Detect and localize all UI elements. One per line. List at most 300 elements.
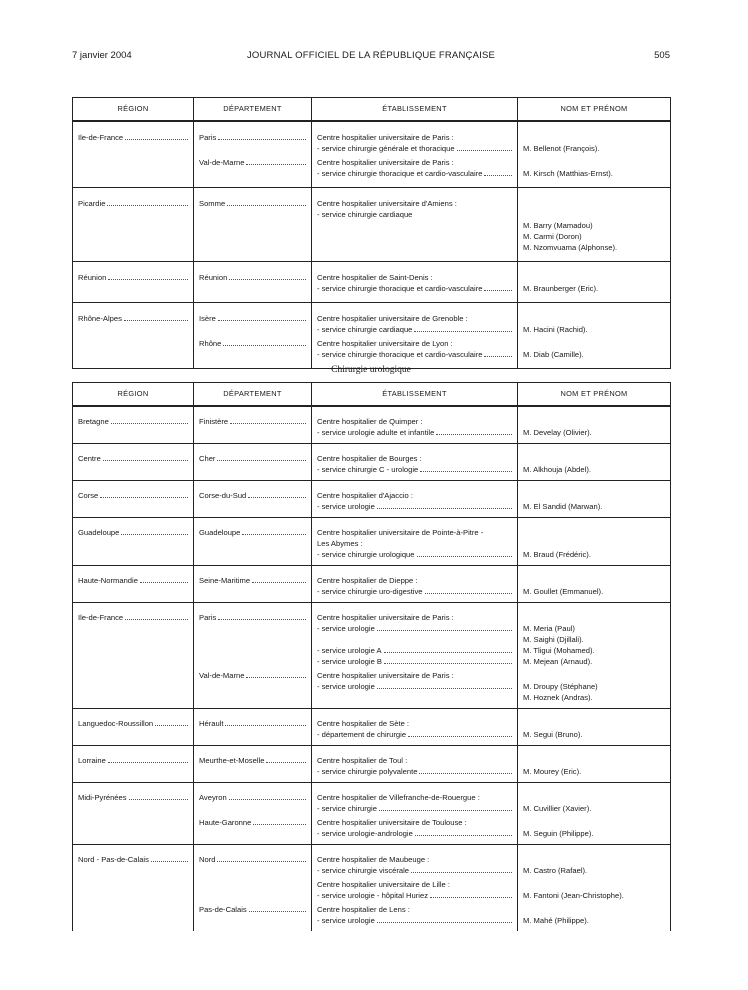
table-row (73, 602, 671, 667)
dot-leader (415, 835, 512, 836)
table-chirurgie-thoracique (72, 97, 671, 369)
table-row (73, 782, 671, 814)
etablissement-line (317, 143, 512, 154)
nom-line (523, 453, 665, 464)
nom-line: M. Fantoni (Jean-Christophe). (523, 890, 624, 900)
etablissement-line: Centre hospitalier de Dieppe : (317, 575, 418, 585)
departement-name (199, 272, 306, 283)
etablissement-line: Centre hospitalier universitaire de Toulouse : (317, 817, 467, 827)
etablissement-line-text: - service urologie A (317, 645, 382, 655)
etablissement-line: Centre hospitalier universitaire d'Amiens : (317, 198, 457, 208)
departement-name-text: Hérault (199, 718, 224, 728)
region-name (78, 272, 188, 283)
departement-name-text: Paris (199, 612, 217, 622)
etablissement-line (317, 828, 512, 839)
nom-line: M. Carmi (Doron) (523, 231, 582, 241)
departement-name-text: Val-de-Marne (199, 670, 245, 680)
dot-leader (436, 434, 512, 435)
nom-line (523, 670, 665, 681)
nom-line: M. Barry (Mamadou) (523, 220, 593, 230)
region-name-text: Picardie (78, 198, 106, 208)
etablissement-line (317, 645, 512, 656)
table-row (73, 844, 671, 876)
region-name (78, 453, 188, 464)
etablissement-line (317, 890, 512, 901)
region-cell (73, 876, 194, 901)
departement-cell (194, 708, 312, 745)
dot-leader (129, 799, 188, 800)
dot-leader (111, 423, 188, 424)
etablissement-line-text: - service chirurgie uro-digestive (317, 586, 423, 596)
dot-leader (484, 175, 512, 176)
region-cell (73, 480, 194, 517)
etablissement-line: Centre hospitalier de Maubeuge : (317, 854, 430, 864)
etablissement-line (317, 324, 512, 335)
region-cell (73, 565, 194, 602)
region-name (78, 792, 188, 803)
etablissement-line (317, 729, 512, 740)
departement-name-text: Meurthe-et-Moselle (199, 755, 265, 765)
etablissement-line: Centre hospitalier universitaire de Lille : (317, 879, 450, 889)
col-header-etablissement: ÉTABLISSEMENT (312, 98, 518, 121)
etablissement-line (317, 168, 512, 179)
col-header-departement: DÉPARTEMENT (194, 383, 312, 406)
dot-leader (248, 497, 306, 498)
etablissement-line (317, 549, 512, 560)
nom-line (523, 490, 665, 501)
dot-leader (108, 762, 188, 763)
nom-cell (518, 517, 671, 565)
nom-cell (518, 667, 671, 709)
region-name (78, 612, 188, 623)
nom-cell (518, 565, 671, 602)
etablissement-line: Centre hospitalier universitaire de Paris : (317, 670, 454, 680)
dot-leader (484, 356, 512, 357)
etablissement-line: Centre hospitalier universitaire de Pointe-à-Pitre - (317, 527, 484, 537)
dot-leader (414, 331, 512, 332)
nom-cell (518, 876, 671, 901)
nom-line: M. Bellenot (François). (523, 143, 600, 153)
departement-name-text: Finistère (199, 416, 229, 426)
nom-line: M. Develay (Olivier). (523, 427, 592, 437)
dot-leader (411, 872, 512, 873)
col-header-departement: DÉPARTEMENT (194, 98, 312, 121)
region-name-text: Lorraine (78, 755, 106, 765)
dot-leader (227, 205, 306, 206)
region-name-text: Rhône-Alpes (78, 313, 122, 323)
nom-cell (518, 480, 671, 517)
table-header-row (73, 98, 671, 121)
departement-name (199, 792, 306, 803)
dot-leader (249, 911, 306, 912)
etablissement-line-text: - service chirurgie polyvalente (317, 766, 418, 776)
table-row (73, 565, 671, 602)
etablissement-line (317, 427, 512, 438)
region-name (78, 490, 188, 501)
etablissement-line (317, 231, 512, 242)
etablissement-line: Centre hospitalier de Bourges : (317, 453, 422, 463)
table-row (73, 814, 671, 845)
dot-leader (484, 290, 512, 291)
nom-line: M. Braunberger (Eric). (523, 283, 599, 293)
dot-leader (124, 320, 188, 321)
nom-line (523, 272, 665, 283)
table-row (73, 443, 671, 480)
nom-line: M. Saighi (Djillali). (523, 634, 584, 644)
departement-name-text: Pas-de-Calais (199, 904, 247, 914)
region-name-text: Midi-Pyrénées (78, 792, 127, 802)
etablissement-line-text: - service urologie adulte et infantile (317, 427, 435, 437)
page-header (72, 50, 670, 64)
departement-name-text: Somme (199, 198, 226, 208)
departement-cell (194, 602, 312, 667)
departement-cell (194, 667, 312, 709)
nom-cell (518, 443, 671, 480)
table-row (73, 901, 671, 931)
dot-leader (151, 861, 188, 862)
table-row (73, 406, 671, 444)
etablissement-line-text: - service urologie (317, 681, 375, 691)
etablissement-line (317, 464, 512, 475)
region-cell (73, 844, 194, 876)
region-name (78, 198, 188, 209)
nom-line: M. Alkhouja (Abdel). (523, 464, 591, 474)
nom-line (523, 338, 665, 349)
nom-cell (518, 154, 671, 188)
dot-leader (155, 725, 188, 726)
departement-cell (194, 814, 312, 845)
dot-leader (225, 725, 306, 726)
header-date: 7 janvier 2004 (72, 50, 132, 61)
departement-name-text: Cher (199, 453, 216, 463)
etablissement-cell (312, 708, 518, 745)
nom-line (523, 904, 665, 915)
region-cell (73, 443, 194, 480)
departement-cell (194, 121, 312, 154)
nom-line: M. Nzomvuama (Alphonse). (523, 242, 618, 252)
dot-leader (377, 688, 512, 689)
departement-name-text: Haute-Garonne (199, 817, 252, 827)
etablissement-cell (312, 517, 518, 565)
departement-name (199, 132, 306, 143)
region-name (78, 575, 188, 586)
nom-line (523, 313, 665, 324)
etablissement-line-text: - service urologie-andrologie (317, 828, 413, 838)
etablissement-cell (312, 121, 518, 154)
region-name (78, 718, 188, 729)
departement-cell (194, 745, 312, 782)
dot-leader (379, 810, 512, 811)
departement-name-text: Nord (199, 854, 216, 864)
etablissement-line-text: - service urologie (317, 501, 375, 511)
etablissement-line (317, 915, 512, 926)
etablissement-line-text: - service chirurgie générale et thoracique (317, 143, 455, 153)
region-name-text: Languedoc-Roussillon (78, 718, 154, 728)
table-row (73, 667, 671, 709)
table-row (73, 517, 671, 565)
etablissement-line: Centre hospitalier de Villefranche-de-Rouergue : (317, 792, 480, 802)
nom-cell (518, 406, 671, 444)
etablissement-line (317, 865, 512, 876)
etablissement-line-text: - service urologie B (317, 656, 382, 666)
etablissement-line: - service chirurgie cardiaque (317, 209, 413, 219)
nom-line (523, 416, 665, 427)
departement-name-text: Isère (199, 313, 216, 323)
etablissement-cell (312, 844, 518, 876)
departement-name (199, 575, 306, 586)
dot-leader (377, 630, 512, 631)
nom-line: M. Meria (Paul) (523, 623, 575, 633)
departement-name (199, 670, 306, 681)
region-cell (73, 814, 194, 845)
dot-leader (140, 582, 188, 583)
dot-leader (218, 619, 306, 620)
etablissement-line (317, 283, 512, 294)
table-row (73, 302, 671, 335)
etablissement-line-text: - service chirurgie thoracique et cardio-vasculaire (317, 349, 483, 359)
departement-cell (194, 302, 312, 335)
nom-line (523, 132, 665, 143)
region-name-text: Bretagne (78, 416, 109, 426)
etablissement-line (317, 766, 512, 777)
etablissement-line (317, 681, 512, 692)
etablissement-line-text: - service chirurgie urologique (317, 549, 415, 559)
etablissement-cell (312, 602, 518, 667)
col-header-etablissement: ÉTABLISSEMENT (312, 383, 518, 406)
nom-line (523, 879, 665, 890)
nom-line (523, 718, 665, 729)
nom-line: M. Cuvillier (Xavier). (523, 803, 592, 813)
nom-line (523, 209, 665, 220)
table-chirurgie-urologique (72, 382, 671, 931)
etablissement-line: Centre hospitalier universitaire de Paris : (317, 132, 454, 142)
dot-leader (430, 897, 512, 898)
etablissement-line-text: - service chirurgie viscérale (317, 865, 409, 875)
departement-cell (194, 517, 312, 565)
nom-line (523, 817, 665, 828)
nom-line: M. Hoznek (Andras). (523, 692, 593, 702)
etablissement-line: Centre hospitalier universitaire de Grenoble : (317, 313, 468, 323)
dot-leader (266, 762, 306, 763)
etablissement-line (317, 586, 512, 597)
region-cell (73, 745, 194, 782)
dot-leader (217, 460, 306, 461)
region-name-text: Réunion (78, 272, 107, 282)
dot-leader (252, 582, 306, 583)
table-row (73, 121, 671, 154)
etablissement-line: Centre hospitalier universitaire de Lyon : (317, 338, 453, 348)
etablissement-line: Centre hospitalier universitaire de Paris : (317, 157, 454, 167)
etablissement-cell (312, 443, 518, 480)
departement-name-text: Corse-du-Sud (199, 490, 247, 500)
dot-leader (408, 736, 512, 737)
etablissement-line (317, 803, 512, 814)
page-number: 505 (654, 50, 670, 61)
region-name (78, 854, 188, 865)
nom-cell (518, 782, 671, 814)
table-row (73, 187, 671, 261)
etablissement-line (317, 242, 512, 253)
region-name-text: Guadeloupe (78, 527, 120, 537)
etablissement-cell (312, 745, 518, 782)
region-cell (73, 302, 194, 335)
region-cell (73, 154, 194, 188)
etablissement-cell (312, 302, 518, 335)
table-row (73, 708, 671, 745)
departement-name (199, 453, 306, 464)
region-name (78, 416, 188, 427)
departement-cell (194, 565, 312, 602)
nom-line (523, 755, 665, 766)
table-row (73, 480, 671, 517)
section-caption: Chirurgie urologique (331, 365, 411, 375)
dot-leader (417, 556, 513, 557)
nom-cell (518, 335, 671, 369)
etablissement-line: Centre hospitalier d'Ajaccio : (317, 490, 413, 500)
region-name-text: Haute-Normandie (78, 575, 138, 585)
etablissement-line-text: - service chirurgie thoracique et cardio-vasculaire (317, 168, 483, 178)
dot-leader (218, 320, 306, 321)
dot-leader (377, 922, 512, 923)
nom-line (523, 527, 665, 538)
departement-name (199, 854, 306, 865)
departement-name-text: Réunion (199, 272, 228, 282)
col-header-nom: NOM ET PRÉNOM (518, 383, 671, 406)
etablissement-line-text: - service chirurgie (317, 803, 377, 813)
departement-name (199, 490, 306, 501)
dot-leader (384, 663, 512, 664)
region-cell (73, 121, 194, 154)
region-name-text: Ile-de-France (78, 612, 124, 622)
nom-line: M. Mejean (Arnaud). (523, 656, 593, 666)
dot-leader (103, 460, 188, 461)
table-row (73, 745, 671, 782)
nom-line (523, 854, 665, 865)
dot-leader (419, 773, 512, 774)
dot-leader (229, 799, 306, 800)
nom-cell (518, 814, 671, 845)
nom-cell (518, 901, 671, 931)
departement-cell (194, 261, 312, 302)
nom-line: M. Droupy (Stéphane) (523, 681, 598, 691)
region-cell (73, 187, 194, 261)
nom-cell (518, 844, 671, 876)
nom-line: M. Diab (Camille). (523, 349, 584, 359)
departement-name (199, 157, 306, 168)
etablissement-line-text: - service chirurgie cardiaque (317, 324, 413, 334)
dot-leader (223, 345, 306, 346)
etablissement-line: Les Abymes : (317, 538, 363, 548)
etablissement-line (317, 692, 512, 703)
nom-line (523, 575, 665, 586)
dot-leader (242, 534, 306, 535)
table-header-row (73, 383, 671, 406)
nom-line: M. Segui (Bruno). (523, 729, 583, 739)
etablissement-line (317, 656, 512, 667)
departement-name-text: Val-de-Marne (199, 157, 245, 167)
region-name-text: Centre (78, 453, 101, 463)
table-row (73, 154, 671, 188)
region-name (78, 313, 188, 324)
region-name (78, 527, 188, 538)
table-row (73, 876, 671, 901)
etablissement-line: Centre hospitalier de Lens : (317, 904, 410, 914)
nom-cell (518, 261, 671, 302)
dot-leader (246, 164, 306, 165)
etablissement-line (317, 220, 512, 231)
etablissement-line-text: - service chirurgie thoracique et cardio-vasculaire (317, 283, 483, 293)
dot-leader (457, 150, 512, 151)
etablissement-cell (312, 667, 518, 709)
nom-line (523, 792, 665, 803)
departement-name (199, 755, 306, 766)
region-name-text: Nord - Pas-de-Calais (78, 854, 149, 864)
nom-line (523, 612, 665, 623)
departement-name (199, 416, 306, 427)
departement-name (199, 817, 306, 828)
nom-line: M. Tligui (Mohamed). (523, 645, 595, 655)
dot-leader (218, 139, 306, 140)
region-name-text: Ile-de-France (78, 132, 124, 142)
etablissement-cell (312, 876, 518, 901)
etablissement-line (317, 634, 512, 645)
departement-name-text: Seine-Maritime (199, 575, 251, 585)
departement-name-text: Aveyron (199, 792, 227, 802)
etablissement-cell (312, 782, 518, 814)
departement-name (199, 718, 306, 729)
col-header-region: RÉGION (73, 98, 194, 121)
departement-name-text: Rhône (199, 338, 222, 348)
dot-leader (230, 423, 306, 424)
etablissement-cell (312, 901, 518, 931)
nom-cell (518, 745, 671, 782)
etablissement-cell (312, 335, 518, 369)
header-title: JOURNAL OFFICIEL DE LA RÉPUBLIQUE FRANÇAISE (246, 50, 496, 61)
etablissement-line (317, 501, 512, 512)
etablissement-cell (312, 154, 518, 188)
region-cell (73, 782, 194, 814)
departement-name (199, 527, 306, 538)
nom-line (523, 538, 665, 549)
region-name-text: Corse (78, 490, 99, 500)
departement-cell (194, 901, 312, 931)
nom-cell (518, 602, 671, 667)
departement-cell (194, 154, 312, 188)
departement-cell (194, 187, 312, 261)
nom-line: M. Hacini (Rachid). (523, 324, 588, 334)
etablissement-cell (312, 406, 518, 444)
nom-cell (518, 708, 671, 745)
etablissement-line (317, 623, 512, 634)
departement-name (199, 198, 306, 209)
etablissement-line: Centre hospitalier de Saint-Denis : (317, 272, 433, 282)
region-cell (73, 667, 194, 709)
departement-cell (194, 480, 312, 517)
etablissement-line-text: - service urologie - hôpital Huriez (317, 890, 428, 900)
departement-cell (194, 876, 312, 901)
dot-leader (253, 824, 306, 825)
region-cell (73, 261, 194, 302)
nom-line: M. Braud (Frédéric). (523, 549, 591, 559)
region-name (78, 132, 188, 143)
dot-leader (100, 497, 188, 498)
departement-name-text: Paris (199, 132, 217, 142)
etablissement-cell (312, 187, 518, 261)
region-cell (73, 517, 194, 565)
nom-cell (518, 121, 671, 154)
departement-name (199, 313, 306, 324)
dot-leader (384, 652, 512, 653)
